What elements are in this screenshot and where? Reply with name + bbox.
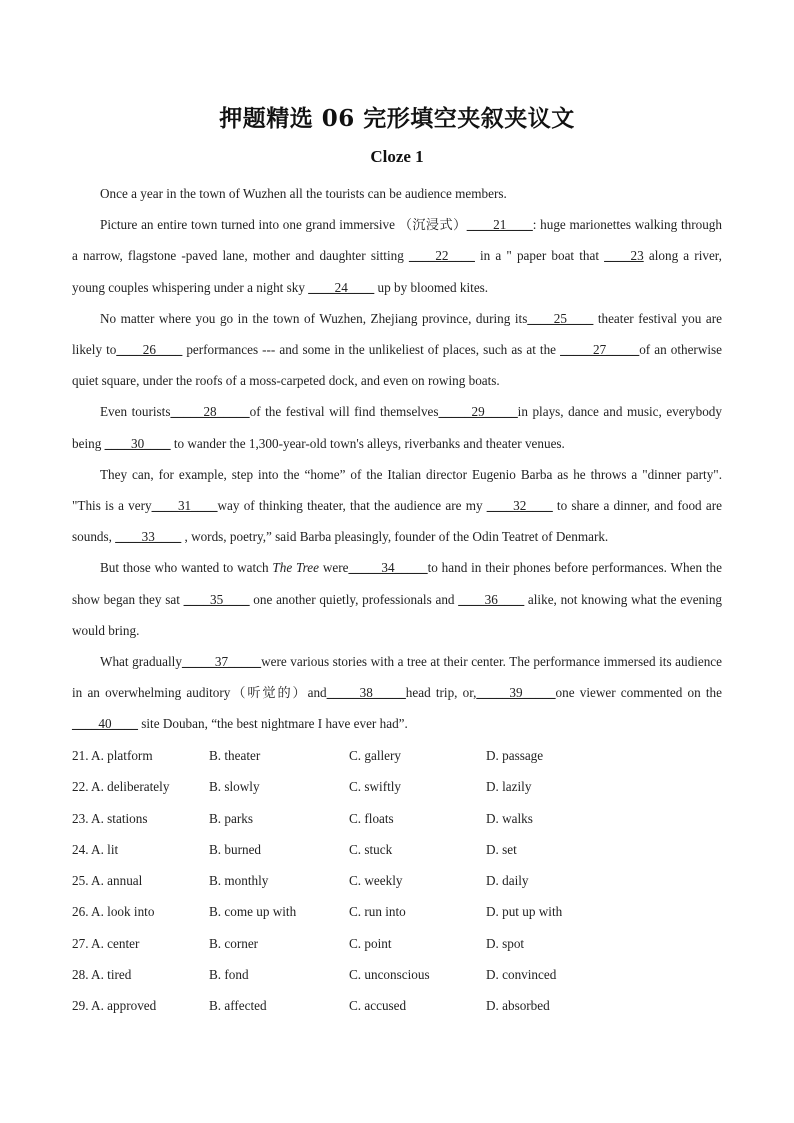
blank-22: ____22____	[408, 248, 475, 264]
option-b: B. slowly	[209, 779, 260, 795]
paragraph-text: to hand in their phones before performances. When the show began they sat	[72, 560, 722, 607]
option-d: D. lazily	[486, 779, 532, 795]
option-row	[72, 865, 722, 896]
option-d: D. put up with	[486, 904, 563, 920]
option-d: D. walks	[486, 810, 533, 826]
option-b: B. come up with	[209, 904, 297, 920]
blank-23: ____23	[604, 248, 644, 264]
option-b: B. monthly	[209, 873, 269, 889]
paragraph-text: site Douban, “the best nightmare I have ever had”.	[137, 716, 408, 732]
blank-31: ____31____	[151, 498, 218, 514]
option-a: 29. A. approved	[72, 998, 157, 1014]
option-c: C. stuck	[349, 841, 393, 857]
paragraph-5	[72, 459, 722, 553]
paragraph-text: of the festival will find themselves	[249, 404, 439, 420]
option-row	[72, 928, 722, 959]
option-d: D. passage	[486, 748, 544, 763]
option-d: D. convinced	[486, 967, 557, 983]
paragraph-4	[72, 396, 722, 458]
option-c: C. gallery	[349, 748, 402, 763]
blank-35: ____35____	[183, 591, 250, 607]
passage-body	[72, 178, 722, 740]
answer-options	[72, 740, 722, 1022]
paragraph-3	[72, 303, 722, 397]
paragraph-text: No matter where you go in the town of Wuzhen, Zhejiang province, during its	[100, 310, 528, 326]
section-subtitle: Cloze 1	[370, 147, 424, 166]
paragraph-text: in a " paper boat that	[474, 248, 605, 264]
paragraph-text: They can, for example, step into the “home” of the Italian director Eugenio Barba as he throws a "dinner party". "This is a very	[72, 466, 722, 514]
option-a: 27. A. center	[72, 935, 140, 951]
blank-39: _____39_____	[476, 685, 556, 701]
option-c: C. run into	[349, 904, 406, 920]
option-row	[72, 740, 722, 771]
option-c: C. accused	[349, 998, 407, 1014]
option-c: C. point	[349, 935, 392, 951]
paragraph-text: up by bloomed kites.	[374, 279, 489, 295]
blank-32: ____32____	[486, 498, 553, 514]
paragraph-text: What gradually	[100, 654, 182, 670]
paragraph-text: theater festival you are likely to	[72, 310, 722, 358]
option-d: D. absorbed	[486, 998, 550, 1014]
paragraph-2	[72, 209, 722, 303]
option-a: 22. A. deliberately	[72, 779, 170, 795]
option-a: 28. A. tired	[72, 967, 132, 983]
blank-34: _____34_____	[348, 560, 428, 576]
option-c: C. unconscious	[349, 967, 430, 983]
option-d: D. set	[486, 841, 517, 857]
blank-25: ____25____	[527, 310, 594, 326]
option-a: 21. A. platform	[72, 748, 153, 763]
paragraph-text: Once a year in the town of Wuzhen all the tourists can be audience members.	[100, 186, 507, 201]
option-row	[72, 803, 722, 834]
option-b: B. burned	[209, 841, 262, 857]
option-b: B. theater	[209, 748, 261, 763]
paragraph-text: But those who wanted to watch	[100, 560, 273, 576]
option-b: B. fond	[209, 967, 249, 983]
option-a: 24. A. lit	[72, 841, 119, 857]
option-c: C. floats	[349, 810, 394, 826]
paragraph-text: one another quietly, professionals and	[249, 591, 459, 607]
option-row	[72, 896, 722, 927]
option-b: B. parks	[209, 810, 253, 826]
paragraph-text: Even tourists	[100, 404, 171, 420]
paragraph-text: : huge marionettes walking through a narrow, flagstone -paved lane, mother and daughter sitting	[72, 217, 722, 264]
paragraph-text: one viewer commented on the	[555, 685, 722, 701]
blank-28: _____28_____	[170, 404, 250, 420]
option-c: C. weekly	[349, 873, 403, 889]
option-d: D. spot	[486, 935, 525, 951]
option-d: D. daily	[486, 873, 529, 889]
blank-40: ____40____	[72, 716, 138, 732]
paragraph-text: , words, poetry,” said Barba pleasingly, founder of the Odin Teatret of Denmark.	[181, 529, 609, 545]
paragraph-text: were various stories with a tree at their center. The performance immersed its audience in an overwhelming auditory（听觉的）and	[72, 654, 723, 701]
paragraph-6	[72, 552, 722, 646]
option-a: 23. A. stations	[72, 810, 148, 826]
italic-title: The Tree	[272, 560, 319, 576]
option-a: 25. A. annual	[72, 873, 143, 889]
paragraph-text: were	[319, 560, 349, 576]
option-b: B. affected	[209, 998, 267, 1014]
paragraph-1	[72, 178, 722, 209]
blank-38: _____38_____	[326, 685, 406, 701]
option-row	[72, 959, 722, 990]
paragraph-text: of an otherwise quiet square, under the roofs of a moss-carpeted dock, and even on rowing boats.	[72, 342, 722, 389]
blank-29: _____29_____	[438, 404, 518, 420]
option-row	[72, 834, 722, 865]
page-title: 押题精选 06 完形填空夹叙夹议文	[219, 105, 575, 132]
paragraph-text: to share a dinner, and food are sounds,	[72, 498, 722, 545]
blank-36: ____36____	[458, 591, 525, 607]
paragraph-text: along a river, young couples whispering under a night sky	[72, 248, 722, 295]
paragraph-text: in plays, dance and music, everybody being	[72, 404, 722, 451]
blank-26: ____26____	[116, 342, 183, 358]
paragraph-text: head trip, or,	[405, 685, 477, 701]
blank-27: _____27_____	[560, 342, 640, 358]
blank-37: _____37_____	[181, 654, 262, 670]
option-row	[72, 990, 722, 1021]
paragraph-7	[72, 646, 722, 740]
paragraph-text: performances --- and some in the unlikeliest of places, such as at the	[182, 342, 561, 358]
paragraph-text: to wander the 1,300-year-old town's alleys, riverbanks and theater venues.	[170, 435, 565, 451]
blank-30: ____30____	[104, 435, 171, 451]
option-a: 26. A. look into	[72, 904, 155, 920]
option-row	[72, 771, 722, 802]
blank-21: ____21____	[466, 217, 533, 233]
blank-24: ____24____	[308, 279, 375, 295]
option-c: C. swiftly	[349, 779, 402, 795]
paragraph-text: Picture an entire town turned into one grand immersive （沉浸式）	[100, 217, 467, 233]
option-b: B. corner	[209, 935, 259, 951]
blank-33: ____33____	[115, 529, 182, 545]
paragraph-text: way of thinking theater, that the audience are my	[217, 498, 487, 514]
paragraph-text: alike, not knowing what the evening would bring.	[72, 591, 723, 638]
